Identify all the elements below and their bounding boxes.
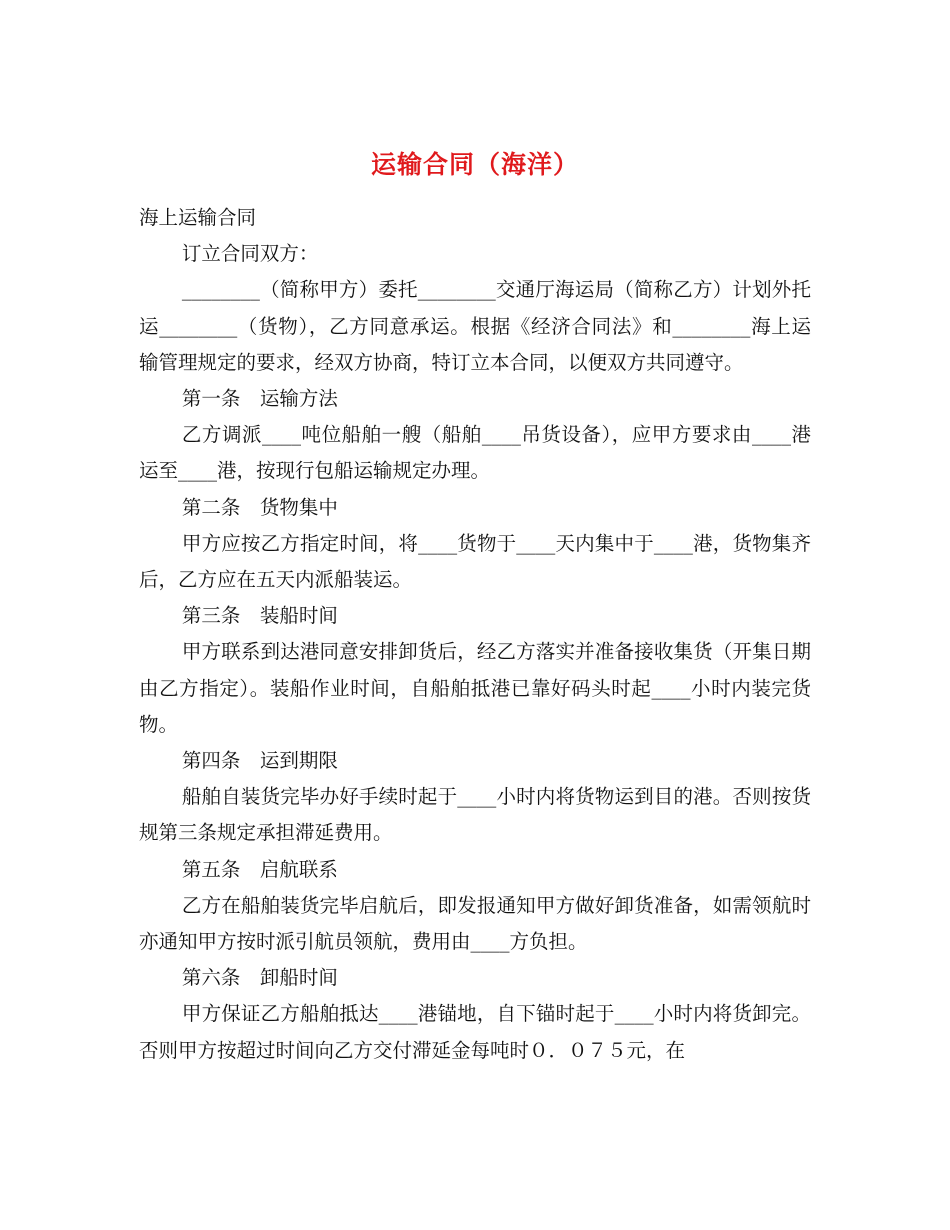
contract-parties-heading: 订立合同双方： (181, 242, 319, 266)
article-body-1: 乙方调派____吨位船舶一艘（船舶____吊货设备），应甲方要求由____港运至____港，按现行包船运输规定办理。 (139, 423, 811, 483)
article-body-6: 甲方保证乙方船舶抵达____港锚地，自下锚时起于____小时内将货卸完。否则甲方按超过时间向乙方交付滞延金每吨时０．０７５元，在 (139, 1002, 811, 1062)
document-title: 运输合同（海洋） (370, 149, 579, 179)
article-heading-2: 第二条 货物集中 (181, 495, 338, 519)
article-body-5: 乙方在船舶装货完毕启航后，即发报通知甲方做好卸货准备，如需领航时亦通知甲方按时派引航员领航，费用由____方负担。 (139, 893, 811, 954)
article-body-4: 船舶自装货完毕办好手续时起于____小时内将货物运到目的港。否则按货规第三条规定承担滞延费用。 (139, 785, 811, 845)
preamble-paragraph: ________（简称甲方）委托________交通厅海运局（简称乙方）计划外托运________（货物），乙方同意承运。根据《经济合同法》和________海上运输管理规定的要求，经双方协商，特订立本合同，以便双方共同遵守。 (139, 278, 811, 374)
article-heading-4: 第四条 运到期限 (181, 749, 338, 773)
document-subtitle: 海上运输合同 (139, 206, 257, 229)
article-body-2: 甲方应按乙方指定时间，将____货物于____天内集中于____港，货物集齐后，乙方应在五天内派船装运。 (139, 531, 811, 592)
document-body (139, 200, 811, 1069)
article-heading-3: 第三条 装船时间 (181, 604, 338, 628)
article-heading-6: 第六条 卸船时间 (181, 966, 338, 990)
article-heading-1: 第一条 运输方法 (181, 387, 338, 411)
article-body-3: 甲方联系到达港同意安排卸货后，经乙方落实并准备接收集货（开集日期由乙方指定）。装船作业时间，自船舶抵港已靠好码头时起____小时内装完货物。 (139, 640, 811, 736)
article-heading-5: 第五条 启航联系 (181, 857, 338, 881)
